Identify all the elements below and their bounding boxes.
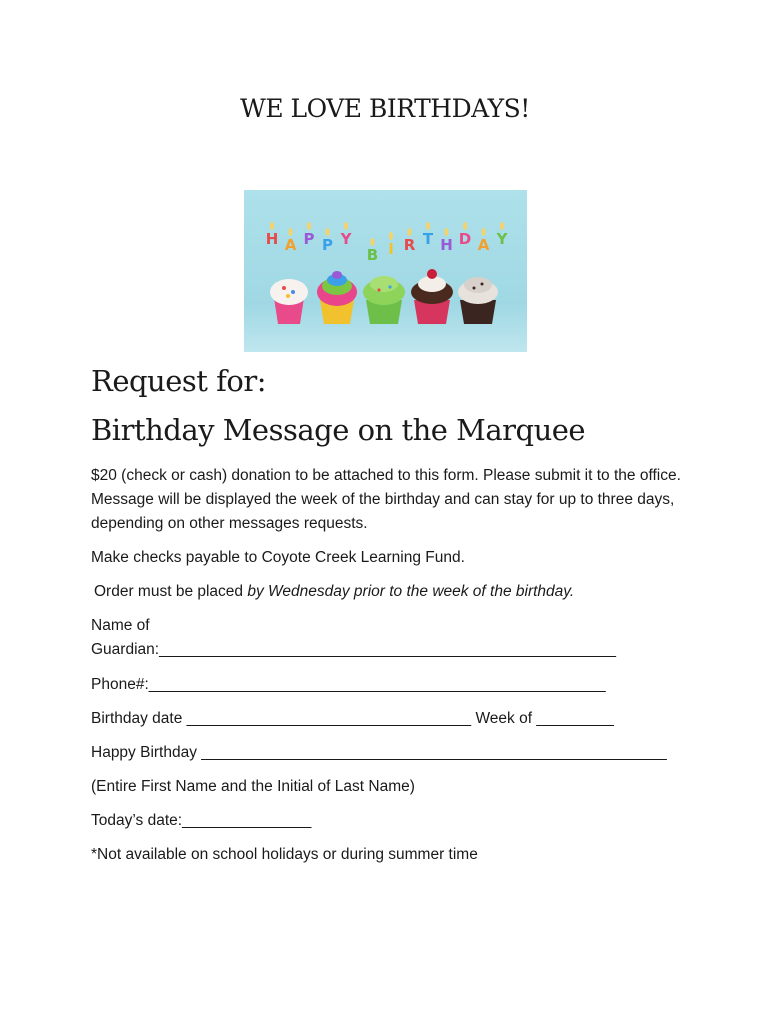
candle-letter: D	[458, 230, 472, 248]
phone-label: Phone#:	[91, 676, 149, 693]
page-title: WE LOVE BIRTHDAYS!	[240, 94, 530, 123]
candle-letter: H	[440, 236, 453, 254]
phone-field[interactable]	[91, 673, 681, 697]
happy-birthday-field[interactable]	[91, 741, 681, 765]
order-prefix: Order must be placed	[94, 583, 248, 600]
candle-letter: A	[284, 236, 297, 254]
birthday-date-blank[interactable]: _________________________________	[186, 710, 472, 727]
cupcake-4	[411, 269, 453, 324]
candle-flame	[270, 222, 274, 230]
phone-blank[interactable]: _____________________________________________________	[148, 676, 606, 693]
cupcake-1	[270, 279, 308, 324]
candle-flame	[389, 232, 393, 240]
availability-note: *Not available on school holidays or during summer time	[91, 846, 478, 863]
todays-date-label: Today’s date:	[91, 812, 183, 829]
guardian-label-line1: Name of	[91, 617, 150, 634]
order-deadline-paragraph	[94, 580, 684, 604]
candle-letter: I	[388, 240, 394, 258]
week-of-blank[interactable]: _________	[536, 710, 614, 727]
birthday-date-label: Birthday date	[91, 710, 187, 727]
happy-birthday-label: Happy Birthday	[91, 744, 202, 761]
name-format-note: (Entire First Name and the Initial of Last Name)	[91, 778, 415, 795]
candle-letter: P	[303, 230, 315, 248]
candle-letter: T	[422, 230, 434, 248]
candle-letter: A	[477, 236, 490, 254]
birthday-date-field[interactable]	[91, 707, 681, 731]
candle-flame	[426, 222, 430, 230]
candle-flame	[500, 222, 504, 230]
candle-letter: Y	[340, 230, 352, 248]
candle-flame	[482, 228, 486, 236]
request-heading: Request for:	[91, 364, 266, 398]
cupcakes-illustration	[244, 190, 527, 352]
candle-letter: R	[403, 236, 416, 254]
guardian-name-blank[interactable]: _____________________________________________________	[159, 641, 616, 658]
candle-flame	[463, 222, 467, 230]
birthday-banner-image	[244, 190, 527, 352]
request-subject-heading: Birthday Message on the Marquee	[91, 413, 586, 447]
candle-flame	[408, 228, 412, 236]
order-deadline-emphasis: by Wednesday prior to the week of the birthday.	[247, 583, 575, 600]
guardian-label-line2: Guardian:	[91, 641, 160, 658]
candle-letter: B	[366, 246, 379, 264]
checks-paragraph: Make checks payable to Coyote Creek Learning Fund.	[91, 549, 465, 566]
cupcake-5	[458, 277, 498, 324]
happy-birthday-blank[interactable]: ______________________________________________________	[201, 744, 667, 761]
candle-letter: H	[265, 230, 279, 248]
cupcake-3	[363, 276, 405, 324]
guardian-name-field[interactable]	[91, 614, 681, 662]
candle-letter: P	[322, 236, 333, 254]
candle-letters	[266, 222, 509, 264]
todays-date-blank[interactable]: _______________	[182, 812, 312, 829]
candle-flame	[445, 228, 449, 236]
candle-flame	[326, 228, 330, 236]
candle-flame	[371, 238, 375, 246]
candle-flame	[307, 222, 311, 230]
cupcake-2	[317, 271, 357, 324]
candle-letter: Y	[496, 230, 508, 248]
todays-date-field[interactable]	[91, 809, 681, 833]
candle-flame	[289, 228, 293, 236]
week-of-label: Week of	[471, 710, 537, 727]
candle-flame	[344, 222, 348, 230]
donation-paragraph: $20 (check or cash) donation to be attached to this form. Please submit it to the office. Message will be displayed the week of the birthday and can stay for up to three days, depending on other messages requests.	[91, 467, 681, 532]
